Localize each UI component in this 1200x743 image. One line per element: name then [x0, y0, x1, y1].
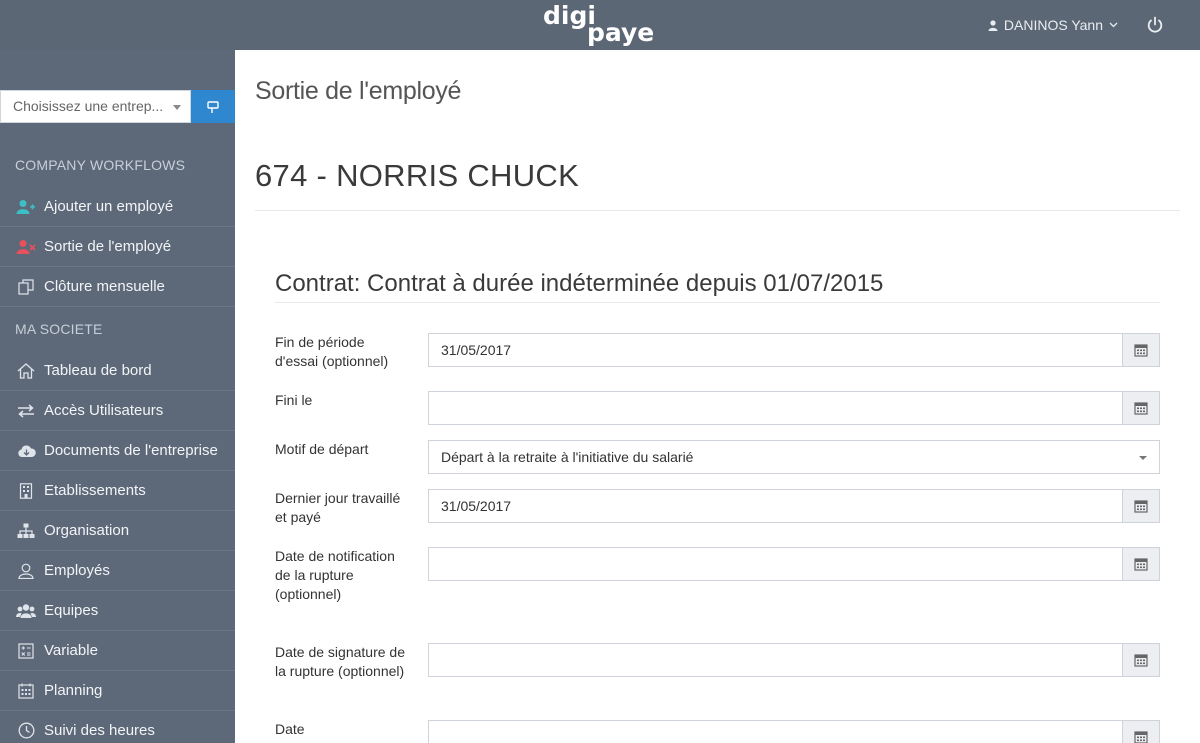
contract-title: Contrat: Contrat à durée indéterminée depuis 01/07/2015	[275, 270, 884, 297]
top-navbar	[0, 0, 1200, 50]
sidebar-item-label: Tableau de bord	[44, 362, 152, 379]
sidebar-item-time-tracking[interactable]	[0, 711, 235, 743]
sidebar-item-monthly-closing[interactable]	[0, 267, 235, 307]
power-icon[interactable]	[1146, 16, 1164, 34]
company-nav	[0, 351, 235, 743]
sidebar-item-label: Equipes	[44, 602, 99, 619]
sidebar-item-label: Ajouter un employé	[44, 198, 174, 215]
company-select[interactable]	[0, 90, 191, 123]
divider	[255, 210, 1180, 211]
user-icon	[16, 561, 36, 581]
last-day-date-group	[428, 489, 1160, 523]
calendar-icon	[1134, 499, 1148, 513]
sidebar-item-add-employee[interactable]	[0, 187, 235, 227]
date-input[interactable]	[428, 720, 1122, 743]
clock-icon	[16, 721, 36, 741]
main-content	[235, 50, 1200, 743]
ended-on-date-group	[428, 391, 1160, 425]
sidebar-item-teams[interactable]	[0, 591, 235, 631]
sidebar-item-label: Documents de l'entreprise	[44, 442, 218, 459]
sign-icon	[206, 100, 220, 114]
page-title: Sortie de l'employé	[255, 77, 462, 105]
sidebar	[0, 50, 235, 743]
notification-date-input[interactable]	[428, 547, 1122, 581]
notification-date-group	[428, 547, 1160, 581]
divider	[275, 302, 1160, 303]
sidebar-item-label: Variable	[44, 642, 98, 659]
svg-text:paye: paye	[587, 18, 655, 47]
sidebar-item-label: Suivi des heures	[44, 722, 155, 739]
chevron-down-icon	[1109, 22, 1118, 28]
user-icon	[988, 20, 998, 31]
sidebar-item-label: Clôture mensuelle	[44, 278, 165, 295]
digipaye-logo[interactable]	[543, 2, 663, 48]
signature-date-label: Date de signature de la rupture (optionnel)	[275, 644, 405, 679]
user-menu[interactable]	[988, 17, 1118, 33]
trial-end-label: Fin de période d'essai (optionnel)	[275, 334, 389, 369]
notification-date-picker-button[interactable]	[1122, 547, 1160, 581]
calendar-icon	[1134, 730, 1148, 743]
calendar-icon	[1134, 557, 1148, 571]
remove-user-icon	[16, 237, 36, 257]
sidebar-item-employee-exit[interactable]	[0, 227, 235, 267]
date-group	[428, 720, 1160, 743]
ended-on-date-picker-button[interactable]	[1122, 391, 1160, 425]
sidebar-item-organisation[interactable]	[0, 511, 235, 551]
copy-icon	[16, 277, 36, 297]
calendar-icon	[16, 681, 36, 701]
svg-text:digi: digi	[543, 2, 596, 30]
sidebar-item-label: Etablissements	[44, 482, 146, 499]
workflows-nav	[0, 187, 235, 307]
sidebar-item-dashboard[interactable]	[0, 351, 235, 391]
trial-end-date-input[interactable]: 31/05/2017	[428, 333, 1122, 367]
cloud-icon	[16, 441, 36, 461]
calendar-icon	[1134, 653, 1148, 667]
sidebar-item-label: Accès Utilisateurs	[44, 402, 164, 419]
sidebar-item-label: Organisation	[44, 522, 130, 539]
sidebar-item-planning[interactable]	[0, 671, 235, 711]
sidebar-item-label: Planning	[44, 682, 103, 699]
org-chart-icon	[16, 521, 36, 541]
workflows-section-title: COMPANY WORKFLOWS	[15, 157, 186, 173]
sidebar-item-label: Employés	[44, 562, 110, 579]
add-user-icon	[16, 197, 36, 217]
date-picker-button[interactable]	[1122, 720, 1160, 743]
date-label: Date	[275, 721, 305, 737]
exchange-icon	[16, 401, 36, 421]
ended-on-date-input[interactable]	[428, 391, 1122, 425]
sidebar-item-variable[interactable]	[0, 631, 235, 671]
home-icon	[16, 361, 36, 381]
trial-end-date-group	[428, 333, 1160, 367]
signature-date-input[interactable]	[428, 643, 1122, 677]
company-select-placeholder: Choisissez une entrep...	[13, 98, 164, 114]
calculator-icon	[16, 641, 36, 661]
users-icon	[16, 601, 36, 621]
caret-down-icon	[1139, 456, 1147, 460]
departure-reason-label: Motif de départ	[275, 441, 369, 457]
sidebar-item-label: Sortie de l'employé	[44, 238, 172, 255]
departure-reason-select[interactable]	[428, 440, 1160, 474]
building-icon	[16, 481, 36, 501]
signature-date-group	[428, 643, 1160, 677]
notification-date-label: Date de notification de la rupture (optionnel)	[275, 548, 395, 602]
ended-on-label: Fini le	[275, 392, 313, 408]
last-day-date-picker-button[interactable]	[1122, 489, 1160, 523]
departure-reason-value: Départ à la retraite à l'initiative du salarié	[441, 449, 694, 465]
calendar-icon	[1134, 401, 1148, 415]
calendar-icon	[1134, 343, 1148, 357]
signature-date-picker-button[interactable]	[1122, 643, 1160, 677]
sidebar-item-employees[interactable]	[0, 551, 235, 591]
trial-end-date-picker-button[interactable]	[1122, 333, 1160, 367]
user-name: DANINOS Yann	[1003, 17, 1103, 33]
sidebar-item-establishments[interactable]	[0, 471, 235, 511]
caret-down-icon	[173, 105, 181, 110]
last-day-label: Dernier jour travaillé et payé	[275, 490, 401, 525]
sidebar-item-company-documents[interactable]	[0, 431, 235, 471]
company-section-title: MA SOCIETE	[15, 321, 103, 337]
apply-company-button[interactable]	[191, 90, 235, 123]
sidebar-item-user-access[interactable]	[0, 391, 235, 431]
company-select-group	[0, 90, 235, 123]
employee-title: 674 - NORRIS CHUCK	[255, 158, 580, 193]
last-day-date-input[interactable]: 31/05/2017	[428, 489, 1122, 523]
